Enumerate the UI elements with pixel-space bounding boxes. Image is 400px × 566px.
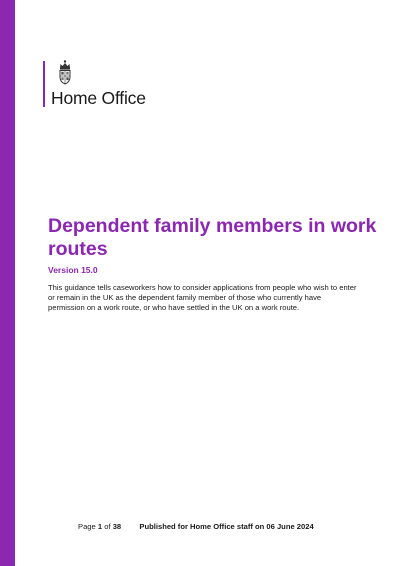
left-accent-bar [0, 0, 15, 566]
page-word: Page [78, 522, 96, 531]
royal-crest-icon [57, 60, 73, 86]
page-total: 38 [112, 522, 122, 531]
logo-rule [43, 61, 45, 107]
home-office-logo [43, 60, 146, 107]
page-current: 1 [97, 522, 103, 531]
document-version: Version 15.0 [48, 265, 98, 275]
brand-name: Home Office [51, 88, 146, 108]
document-intro: This guidance tells caseworkers how to consider applications from people who wish to enter or remain in the UK as the dependent family member of those who currently have permission on a work route, or who have settled in the UK on a work route. [48, 283, 357, 312]
published-note: Published for Home Office staff on 06 June 2024 [139, 522, 314, 531]
document-title: Dependent family members in work routes [48, 215, 377, 260]
logo-lockup [51, 60, 146, 107]
of-word: of [104, 522, 111, 531]
page-footer [78, 522, 378, 531]
